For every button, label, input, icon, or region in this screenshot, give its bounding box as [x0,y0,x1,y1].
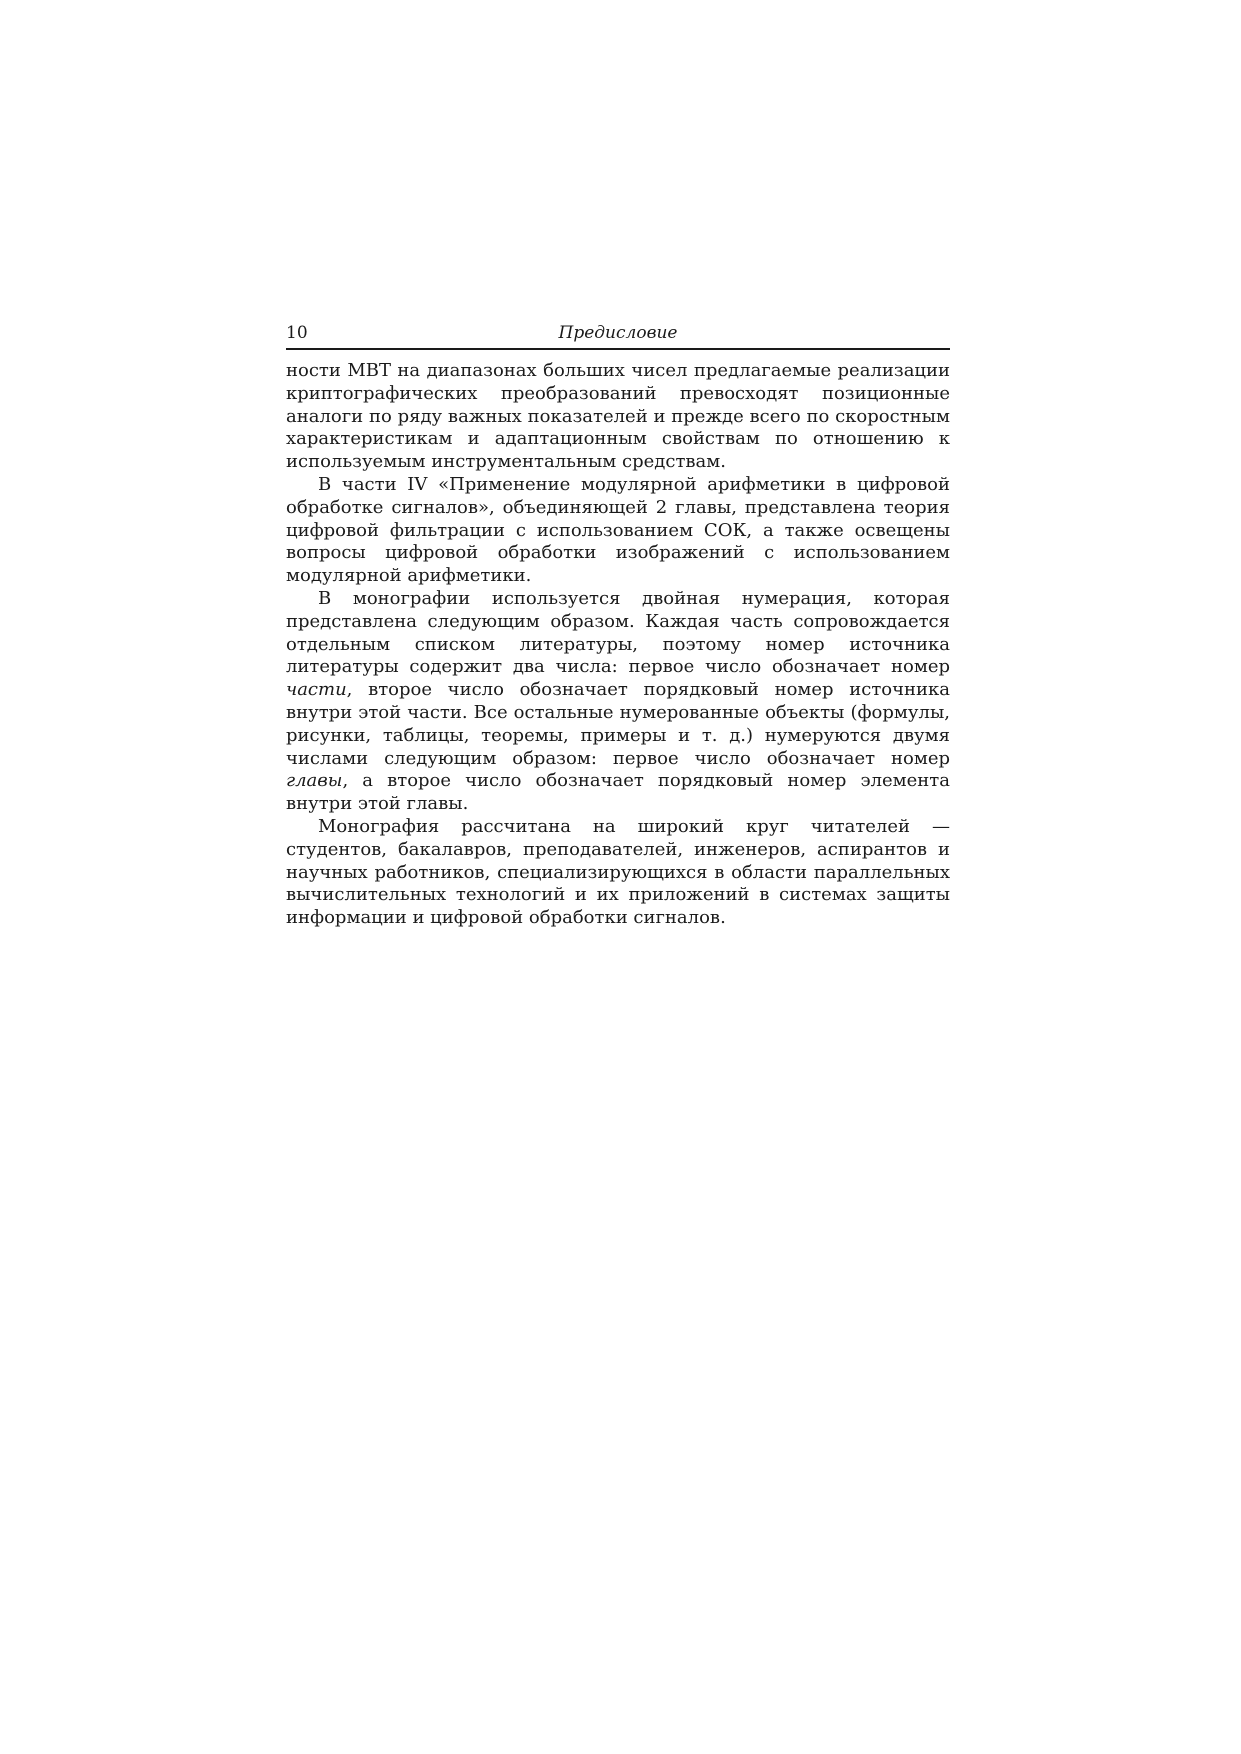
emphasis-chapters: главы [286,770,343,792]
numbering-text-2: , второе число обозначает порядковый номер источника внутри этой части. Все остальные нумерованные объекты (формулы, рисунки, таблицы, теоремы, примеры и т. д.) нумеруются двумя числами следующим образом: первое число обозначает номер [286,679,950,769]
page-number: 10 [286,323,308,343]
numbering-text-3: , а второе число обозначает порядковый номер элемента внутри этой главы. [286,770,950,815]
paragraph-continuation: ности МВТ на диапазонах больших чисел предлагаемые реализации криптографических преобразований превосходят позиционные аналоги по ряду важных показателей и прежде всего по скоростным характеристикам и адаптационным свойствам по отношению к используемым инструментальным средствам. [286,360,950,473]
paragraph-part-iv: В части IV «Применение модулярной арифметики в цифровой обработке сигналов», объединяющей 2 главы, представлена теория цифровой фильтрации с использованием СОК, а также освещены вопросы цифровой обработки изображений с использованием модулярной арифметики. [286,473,950,587]
running-head [286,322,950,350]
book-page [286,322,950,930]
emphasis-parts: части [286,679,347,701]
numbering-text-1: В монографии используется двойная нумерация, которая представлена следующим образом. Каждая часть сопровождается отдельным списком литературы, поэтому номер источника литературы содержит два числа: первое число обозначает номер [286,587,950,678]
paragraph-numbering [286,588,950,816]
running-title: Предисловие [558,323,678,343]
body-text [286,360,950,930]
paragraph-audience: Монография рассчитана на широкий круг читателей — студентов, бакалавров, преподавателей, инженеров, аспирантов и научных работников, специализирующихся в области параллельных вычислительных технологий и их приложений в системах защиты информации и цифровой обработки сигналов. [286,815,950,929]
